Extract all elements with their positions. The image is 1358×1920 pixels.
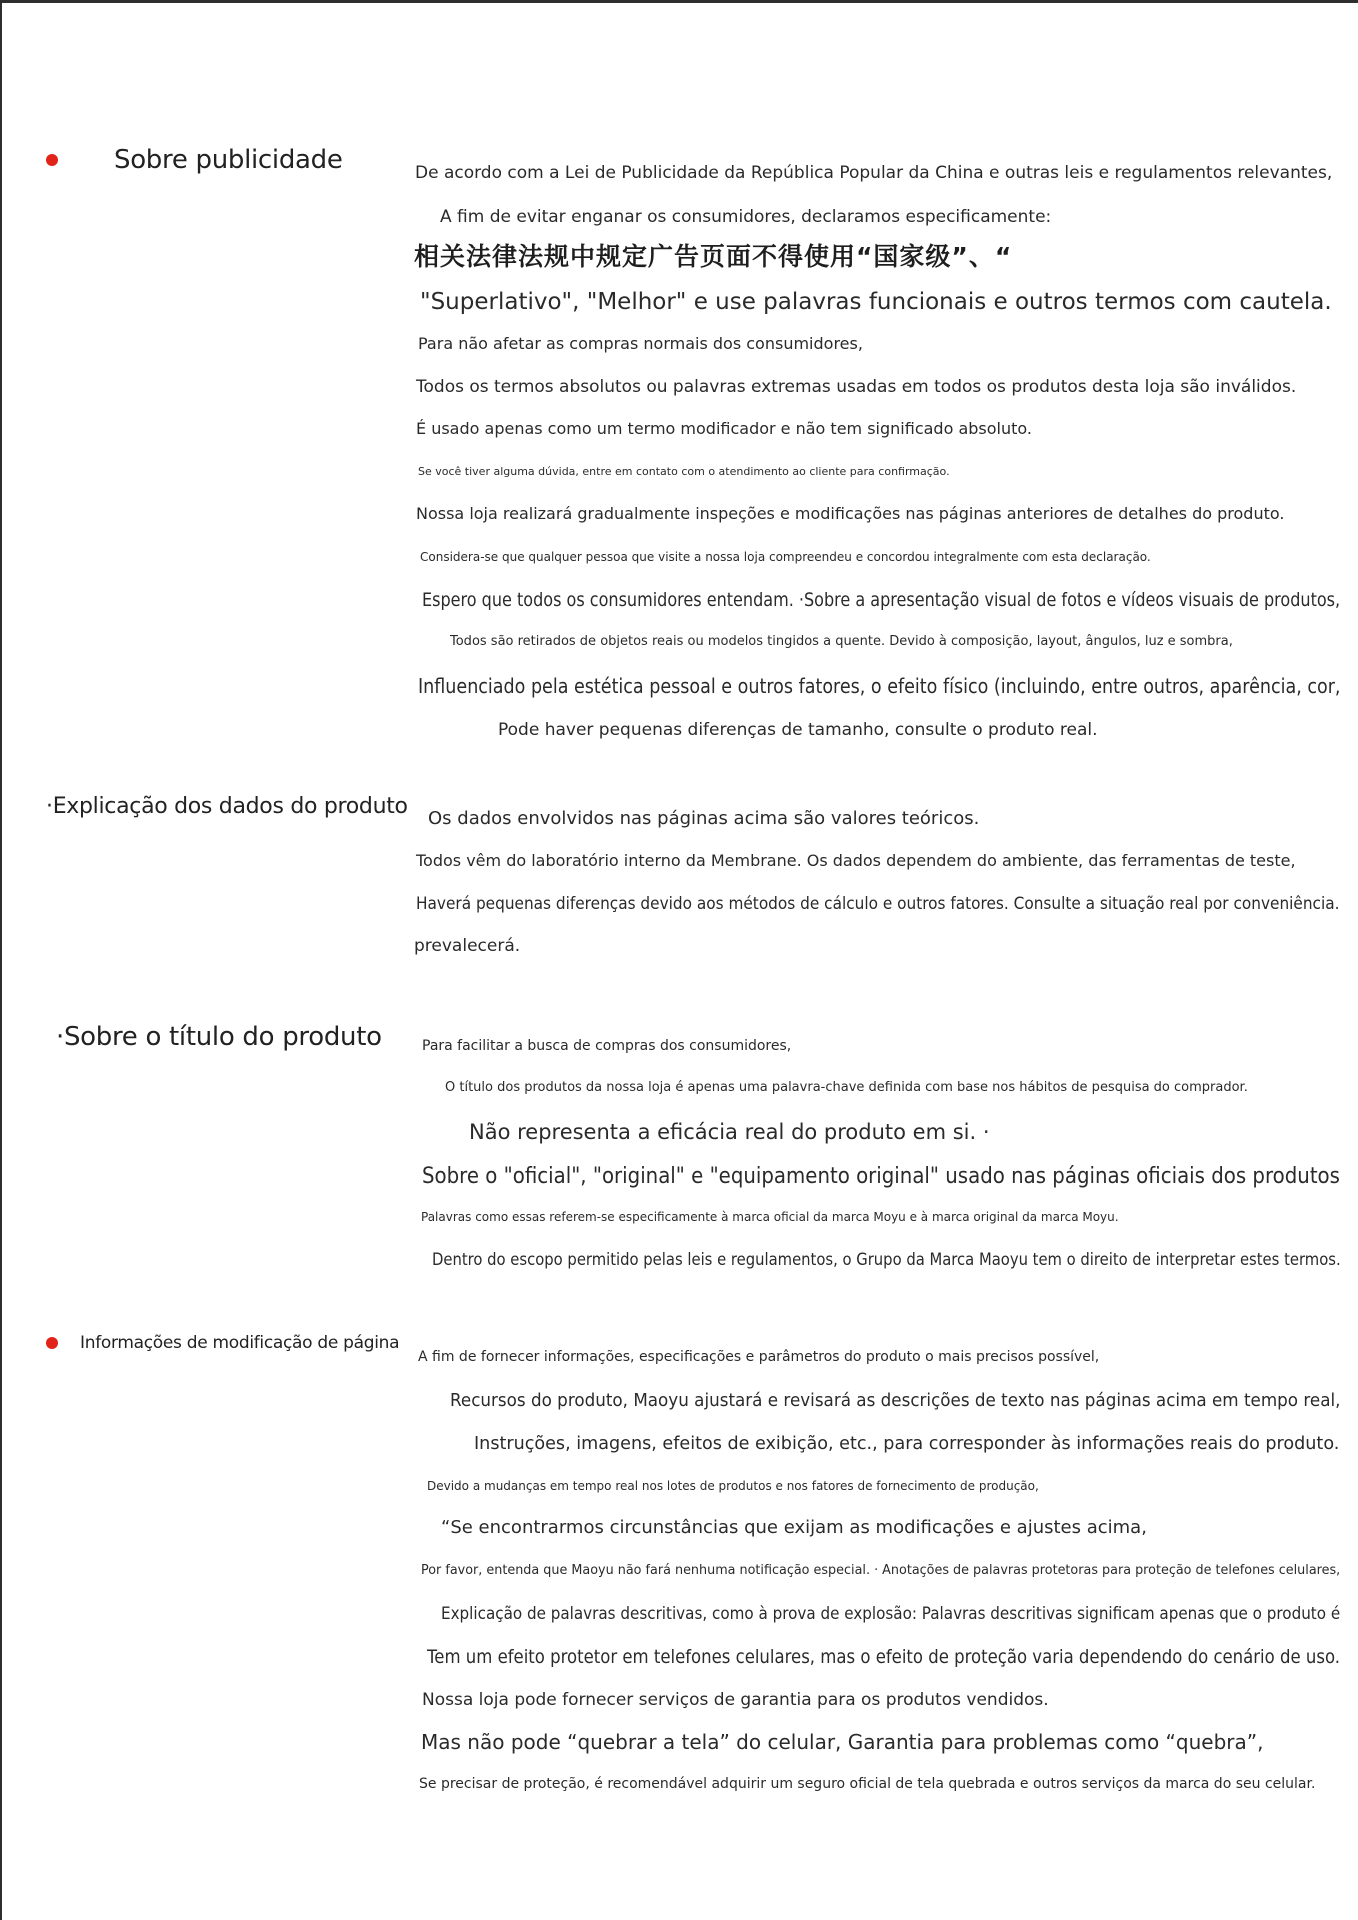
disclaimer-line: A fim de fornecer informações, especificações e parâmetros do produto o mais precisos possível, bbox=[418, 1348, 1100, 1365]
section-heading bbox=[46, 786, 408, 826]
disclaimer-line: Se você tiver alguma dúvida, entre em contato com o atendimento ao cliente para confirmação. bbox=[418, 465, 950, 479]
disclaimer-line: 相关法律法规中规定广告页面不得使用“国家级”、“ bbox=[414, 242, 1013, 271]
disclaimer-line: "Superlativo", "Melhor" e use palavras funcionais e outros termos com cautela. bbox=[420, 289, 1332, 316]
section-heading-text: Informações de modificação de página bbox=[80, 1333, 400, 1353]
disclaimer-line: A fim de evitar enganar os consumidores, declaramos especificamente: bbox=[440, 206, 1052, 227]
disclaimer-line: Dentro do escopo permitido pelas leis e regulamentos, o Grupo da Marca Maoyu tem o direito de interpretar estes termos. bbox=[432, 1249, 1341, 1270]
disclaimer-line: Espero que todos os consumidores entendam. ·Sobre a apresentação visual de fotos e vídeos visuais de produtos, bbox=[422, 588, 1341, 611]
disclaimer-line: É usado apenas como um termo modificador e não tem significado absoluto. bbox=[416, 419, 1032, 439]
disclaimer-line: Explicação de palavras descritivas, como à prova de explosão: Palavras descritivas significam apenas que o produto é bbox=[441, 1603, 1341, 1624]
disclaimer-line: Recursos do produto, Maoyu ajustará e revisará as descrições de texto nas páginas acima em tempo real, bbox=[450, 1390, 1341, 1412]
disclaimer-line: Considera-se que qualquer pessoa que visite a nossa loja compreendeu e concordou integralmente com esta declaração. bbox=[420, 549, 1151, 564]
section-heading-text: ·Explicação dos dados do produto bbox=[46, 793, 408, 819]
disclaimer-line: prevalecerá. bbox=[414, 935, 521, 956]
disclaimer-line: Se precisar de proteção, é recomendável adquirir um seguro oficial de tela quebrada e outros serviços da marca do seu celular. bbox=[419, 1775, 1316, 1792]
disclaimer-line: De acordo com a Lei de Publicidade da República Popular da China e outras leis e regulamentos relevantes, bbox=[415, 162, 1333, 183]
disclaimer-line: Não representa a eficácia real do produto em si. · bbox=[469, 1120, 990, 1145]
section-bullet-icon bbox=[46, 1337, 58, 1349]
page-frame-left bbox=[0, 0, 2, 1920]
disclaimer-line: Instruções, imagens, efeitos de exibição, etc., para corresponder às informações reais do produto. bbox=[474, 1433, 1340, 1455]
disclaimer-line: Por favor, entenda que Maoyu não fará nenhuma notificação especial. · Anotações de palavras protetoras para proteção de telefones celulares, bbox=[421, 1563, 1341, 1579]
section-heading bbox=[46, 1323, 399, 1363]
disclaimer-line: Devido a mudanças em tempo real nos lotes de produtos e nos fatores de fornecimento de produção, bbox=[427, 1478, 1039, 1493]
disclaimer-line: Sobre o "oficial", "original" e "equipamento original" usado nas páginas oficiais dos produtos bbox=[422, 1163, 1340, 1189]
disclaimer-line: Para não afetar as compras normais dos consumidores, bbox=[418, 334, 863, 354]
disclaimer-line: O título dos produtos da nossa loja é apenas uma palavra-chave definida com base nos hábitos de pesquisa do comprador. bbox=[445, 1080, 1248, 1096]
section-bullet-icon bbox=[46, 154, 58, 166]
page-frame-top bbox=[0, 0, 1358, 3]
disclaimer-line: Todos vêm do laboratório interno da Membrane. Os dados dependem do ambiente, das ferramentas de teste, bbox=[416, 851, 1296, 871]
disclaimer-line: Os dados envolvidos nas páginas acima são valores teóricos. bbox=[428, 808, 980, 830]
section-heading-text: ·Sobre o título do produto bbox=[56, 1022, 382, 1052]
disclaimer-line: Todos são retirados de objetos reais ou modelos tingidos a quente. Devido à composição, layout, ângulos, luz e sombra, bbox=[450, 634, 1233, 650]
disclaimer-line: Para facilitar a busca de compras dos consumidores, bbox=[422, 1037, 792, 1054]
disclaimer-line: Tem um efeito protetor em telefones celulares, mas o efeito de proteção varia dependendo do cenário de uso. bbox=[427, 1645, 1341, 1668]
disclaimer-line: Mas não pode “quebrar a tela” do celular, Garantia para problemas como “quebra”, bbox=[421, 1730, 1264, 1754]
disclaimer-line: Influenciado pela estética pessoal e outros fatores, o efeito físico (incluindo, entre outros, aparência, cor, bbox=[418, 674, 1341, 698]
section-heading bbox=[56, 1017, 382, 1057]
disclaimer-line: Nossa loja pode fornecer serviços de garantia para os produtos vendidos. bbox=[422, 1689, 1049, 1710]
disclaimer-line: Haverá pequenas diferenças devido aos métodos de cálculo e outros fatores. Consulte a situação real por conveniência. bbox=[416, 893, 1340, 914]
disclaimer-line: “Se encontrarmos circunstâncias que exijam as modificações e ajustes acima, bbox=[441, 1517, 1147, 1539]
disclaimer-line: Pode haver pequenas diferenças de tamanho, consulte o produto real. bbox=[498, 719, 1098, 740]
disclaimer-line: Nossa loja realizará gradualmente inspeções e modificações nas páginas anteriores de detalhes do produto. bbox=[416, 504, 1285, 524]
section-heading-text: Sobre publicidade bbox=[114, 145, 343, 175]
disclaimer-line: Palavras como essas referem-se especificamente à marca oficial da marca Moyu e à marca original da marca Moyu. bbox=[421, 1209, 1119, 1224]
disclaimer-line: Todos os termos absolutos ou palavras extremas usadas em todos os produtos desta loja são inválidos. bbox=[416, 376, 1297, 397]
section-heading bbox=[46, 140, 343, 180]
